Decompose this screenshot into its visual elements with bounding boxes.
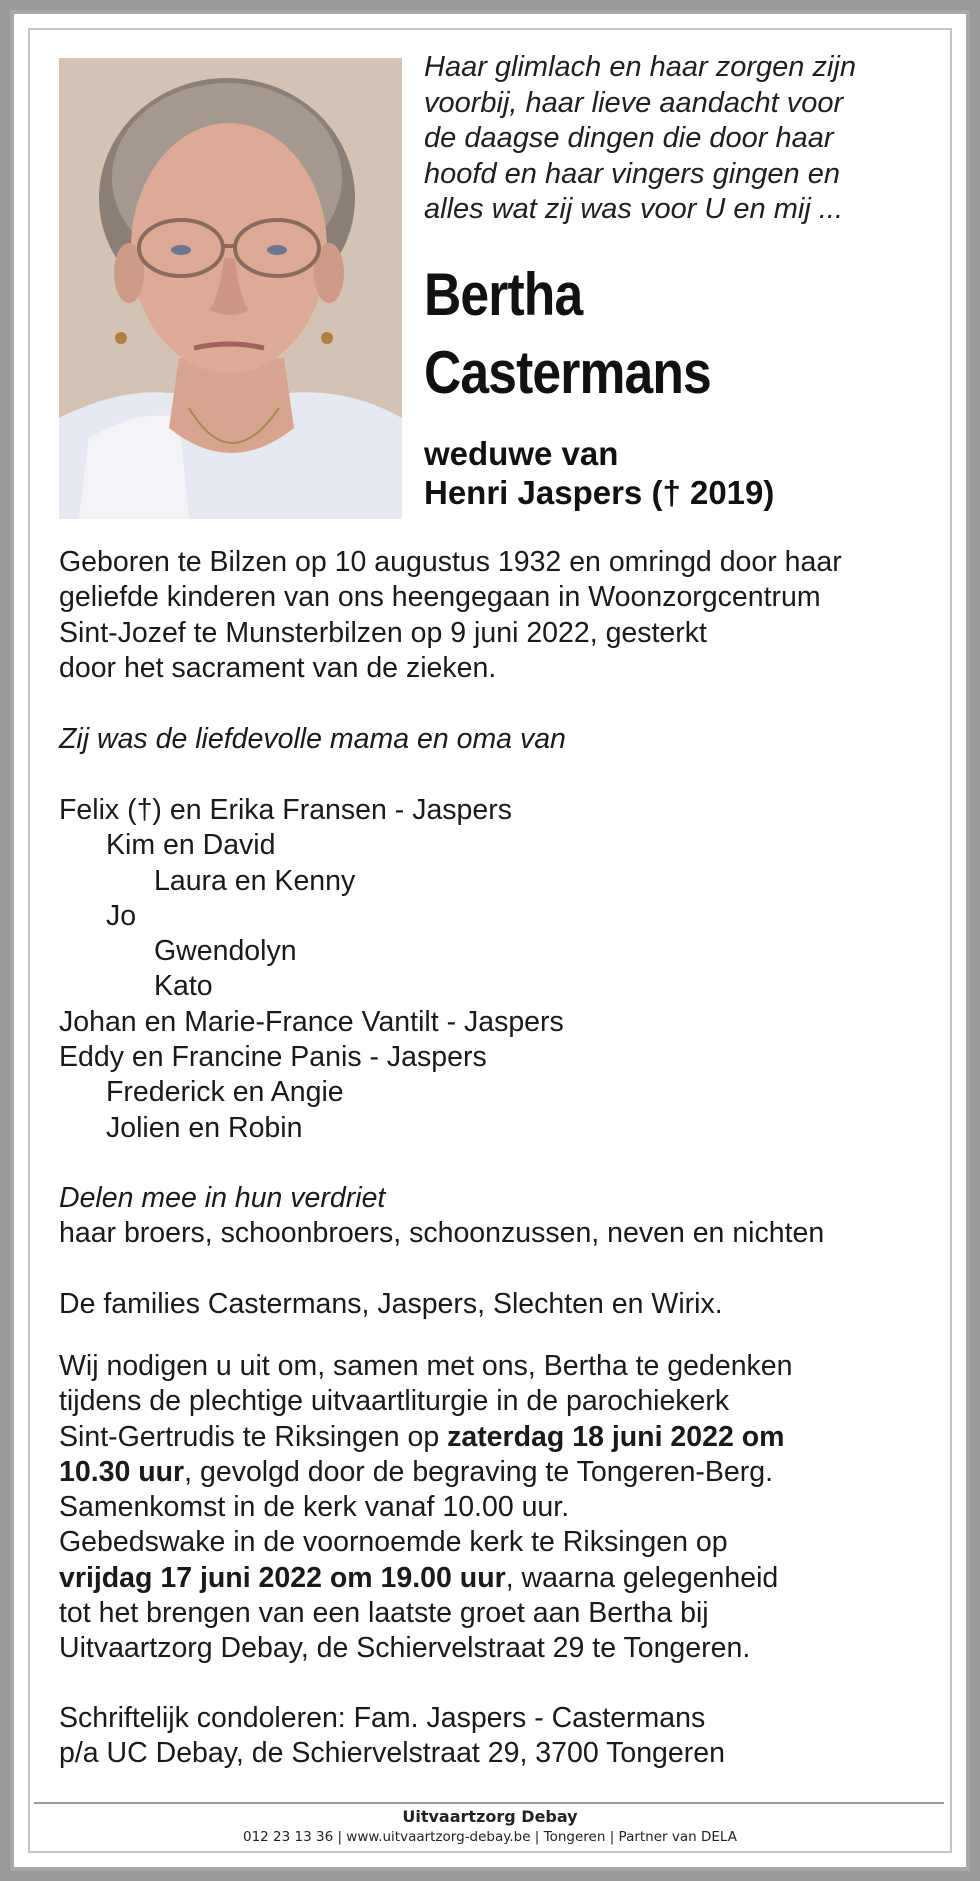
condolence-line: p/a UC Debay, de Schiervelstraat 29, 3700 Tongeren xyxy=(59,1737,725,1770)
invite-line: Gebedswake in de voornoemde kerk te Riksingen op xyxy=(59,1526,728,1559)
paragraph-line: Geboren te Bilzen op 10 augustus 1932 en omringd door haar xyxy=(59,546,842,578)
quote-line: de daagse dingen die door haar xyxy=(424,122,834,154)
invite-line: tijdens de plechtige uitvaartliturgie in de parochiekerk xyxy=(59,1385,730,1418)
invite-text: , gevolgd door de begraving te Tongeren-Berg. xyxy=(184,1455,774,1488)
families-text: De families Castermans, Jaspers, Slechten en Wirix. xyxy=(59,1288,723,1320)
invite-line: Uitvaartzorg Debay, de Schiervelstraat 29 te Tongeren. xyxy=(59,1632,751,1665)
paragraph-line: door het sacrament van de zieken. xyxy=(59,651,497,684)
family-member: Kato xyxy=(154,970,213,1003)
quote-line: hoofd en haar vingers gingen en xyxy=(424,157,840,190)
footer-divider xyxy=(34,1802,944,1804)
share-line: haar broers, schoonbroers, schoonzussen, neven en nichten xyxy=(59,1217,825,1250)
quote-line: voorbij, haar lieve aandacht voor xyxy=(424,86,844,119)
family-intro-text: Zij was de liefdevolle mama en oma van xyxy=(59,723,566,755)
birth-death-paragraph xyxy=(59,545,939,686)
invite-text: , waarna gelegenheid xyxy=(505,1561,779,1594)
funeral-home-name: Uitvaartzorg Debay xyxy=(402,1807,578,1826)
condolence-address xyxy=(59,1701,939,1772)
family-member: Jolien en Robin xyxy=(106,1111,303,1144)
portrait-illustration xyxy=(59,58,402,519)
family-intro xyxy=(59,722,939,757)
family-member: Laura en Kenny xyxy=(154,864,356,897)
family-member: Jo xyxy=(106,899,137,932)
invite-line: tot het brengen van een laatste groet aan Bertha bij xyxy=(59,1597,709,1630)
family-member: Kim en David xyxy=(106,829,276,862)
vigil-date: vrijdag 17 juni 2022 om 19.00 uur xyxy=(59,1561,506,1594)
invite-line xyxy=(59,1420,939,1455)
sharing-grief xyxy=(59,1181,939,1252)
portrait-photo xyxy=(59,58,402,519)
widow-label: weduwe van xyxy=(424,435,619,472)
family-list xyxy=(59,793,939,1146)
last-name: Castermans xyxy=(424,339,711,406)
invite-line: Wij nodigen u uit om, samen met ons, Bertha te gedenken xyxy=(59,1350,793,1382)
family-member: Eddy en Francine Panis - Jaspers xyxy=(59,1041,487,1074)
funeral-date: zaterdag 18 juni 2022 om xyxy=(447,1420,785,1453)
first-name: Bertha xyxy=(424,261,583,328)
invite-line xyxy=(59,1561,939,1596)
funeral-home-contact: 012 23 13 36 | www.uitvaartzorg-debay.be | Tongeren | Partner van DELA xyxy=(243,1829,737,1845)
invite-line xyxy=(59,1455,939,1490)
funeral-time: 10.30 uur xyxy=(59,1455,185,1488)
deceased-name xyxy=(424,256,871,412)
families-line xyxy=(59,1287,939,1322)
widow-of xyxy=(424,434,924,512)
spouse-name: Henri Jaspers († 2019) xyxy=(424,474,775,511)
paragraph-line: geliefde kinderen van ons heengegaan in Woonzorgcentrum xyxy=(59,581,821,614)
invite-line: Samenkomst in de kerk vanaf 10.00 uur. xyxy=(59,1491,570,1524)
share-intro: Delen mee in hun verdriet xyxy=(59,1182,386,1214)
family-member: Johan en Marie-France Vantilt - Jaspers xyxy=(59,1005,564,1038)
condolence-line: Schriftelijk condoleren: Fam. Jaspers - Castermans xyxy=(59,1702,706,1734)
family-member: Felix (†) en Erika Fransen - Jaspers xyxy=(59,794,512,826)
funeral-invitation xyxy=(59,1349,939,1667)
invite-text: Sint-Gertrudis te Riksingen op xyxy=(59,1420,448,1453)
quote-line: Haar glimlach en haar zorgen zijn xyxy=(424,51,856,83)
family-member: Gwendolyn xyxy=(154,935,297,968)
family-member: Frederick en Angie xyxy=(106,1076,344,1109)
memorial-quote xyxy=(424,50,924,228)
quote-line: alles wat zij was voor U en mij ... xyxy=(424,193,844,225)
paragraph-line: Sint-Jozef te Munsterbilzen op 9 juni 2022, gesterkt xyxy=(59,616,707,649)
